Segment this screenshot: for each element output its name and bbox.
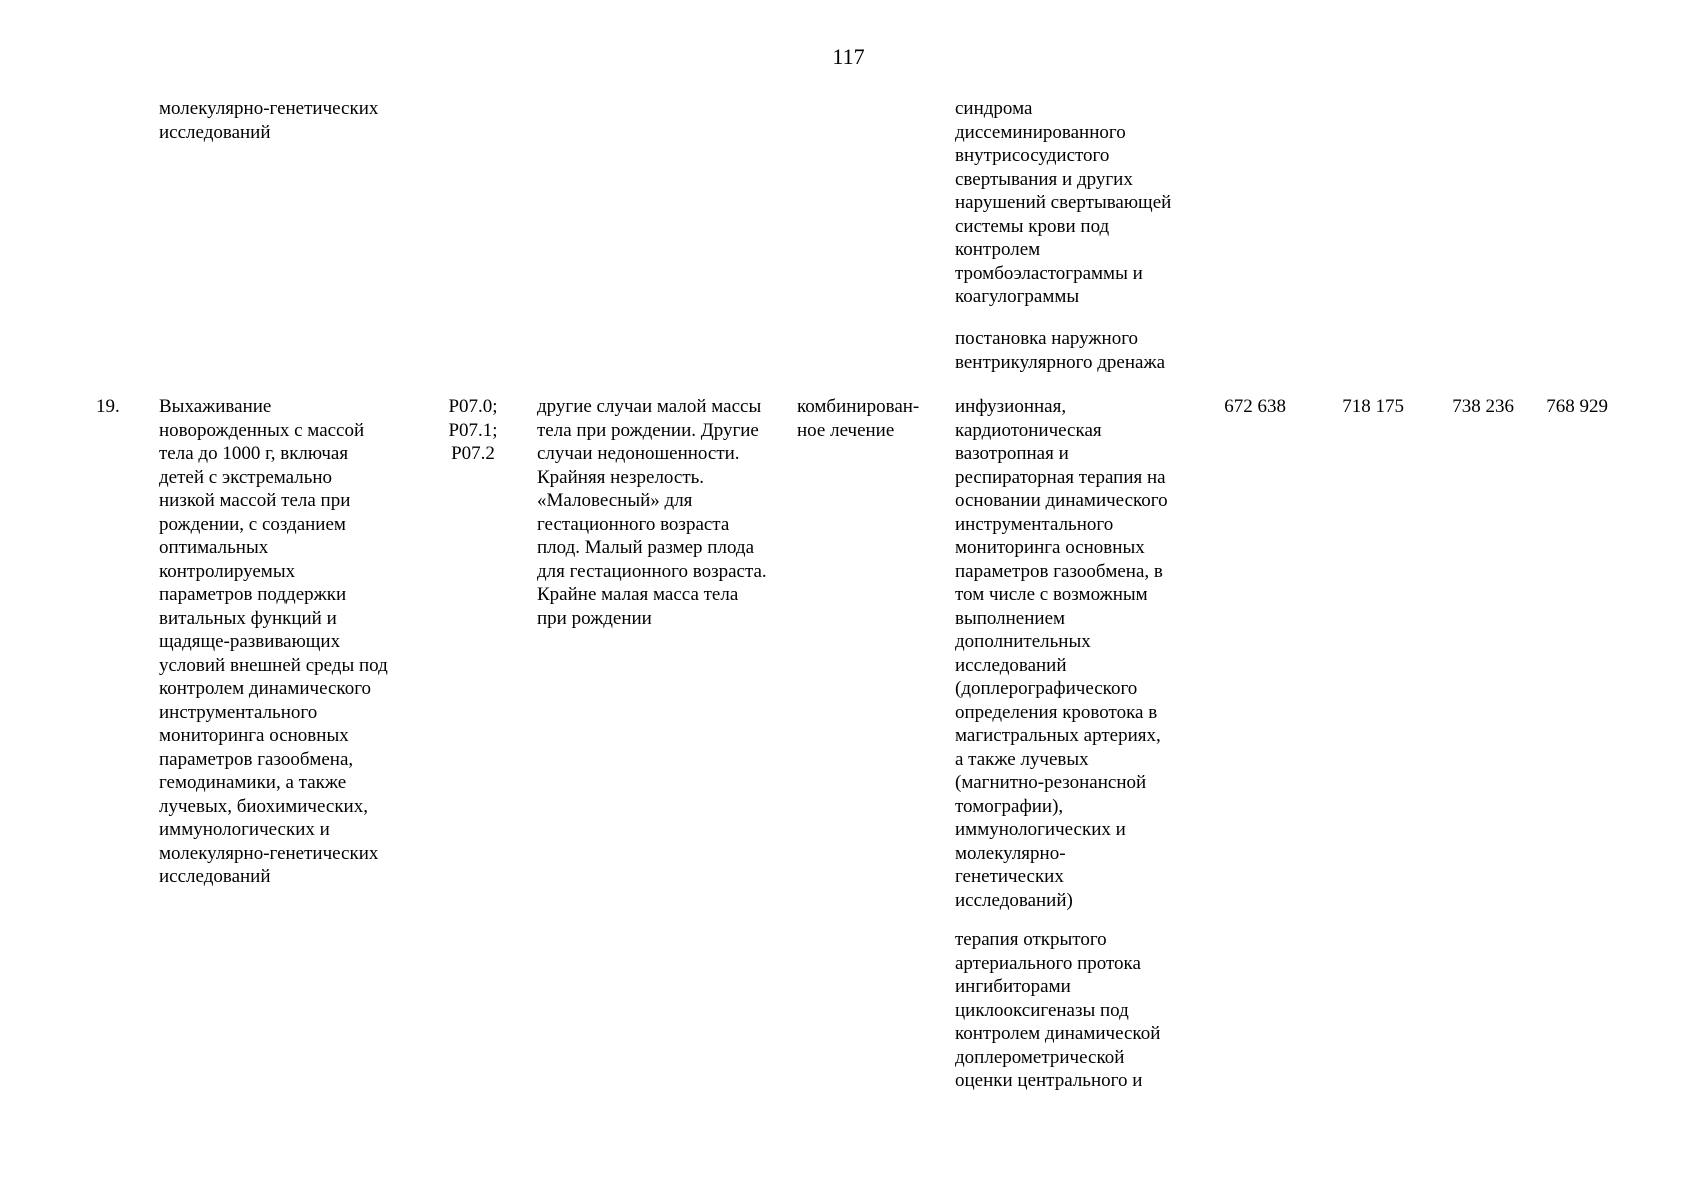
row-number: 19. [96,396,120,417]
row-value-2: 718 175 [1342,396,1404,417]
carryover-method-1: синдрома диссеминированного внутрисосудистого свертывания и других нарушений свертывающей системы крови под контролем тромбоэластограммы и коагулограммы [955,98,1172,307]
row-treatment-type: комбинирован- ное лечение [797,396,920,441]
row-name: Выхаживание новорожденных с массой тела до 1000 г, включая детей с экстремально низкой массой тела при рождении, с созданием оптимальных контролируемых параметров поддержки витальных функций и щадяще-развивающих условий внешней среды под контролем динамического инструментального мониторинга основных параметров газообмена, гемодинамики, а также лучевых, биохимических, иммунологических и молекулярно-генетических исследований [159,396,388,887]
row-method-2: терапия открытого артериального протока ингибиторами циклооксигеназы под контролем динамической доплерометрической оценки центрального и [955,929,1161,1091]
page-number: 117 [832,44,865,69]
row-patient-model: другие случаи малой массы тела при рождении. Другие случаи недоношенности. Крайняя незрелость. «Маловесный» для гестационного возраста плод. Малый размер плода для гестационного возраста. Крайне малая масса тела при рождении [537,396,767,629]
carryover-name-tail: молекулярно-генетических исследований [159,98,379,143]
row-codes: P07.0; P07.1; P07.2 [448,396,498,464]
row-method-1: инфузионная, кардиотоническая вазотропная и респираторная терапия на основании динамического инструментального мониторинга основных параметров газообмена, в том числе с возможным выполнением дополнительных исследований (доплерографического определения кровотока в магистральных артериях, а также лучевых (магнитно-резонансной томографии), иммунологических и молекулярно- генетических исследований) [955,396,1168,911]
row-value-3: 738 236 [1452,396,1514,417]
carryover-method-2: постановка наружного вентрикулярного дренажа [955,328,1166,373]
row-value-4: 768 929 [1546,396,1608,417]
row-value-1: 672 638 [1224,396,1286,417]
